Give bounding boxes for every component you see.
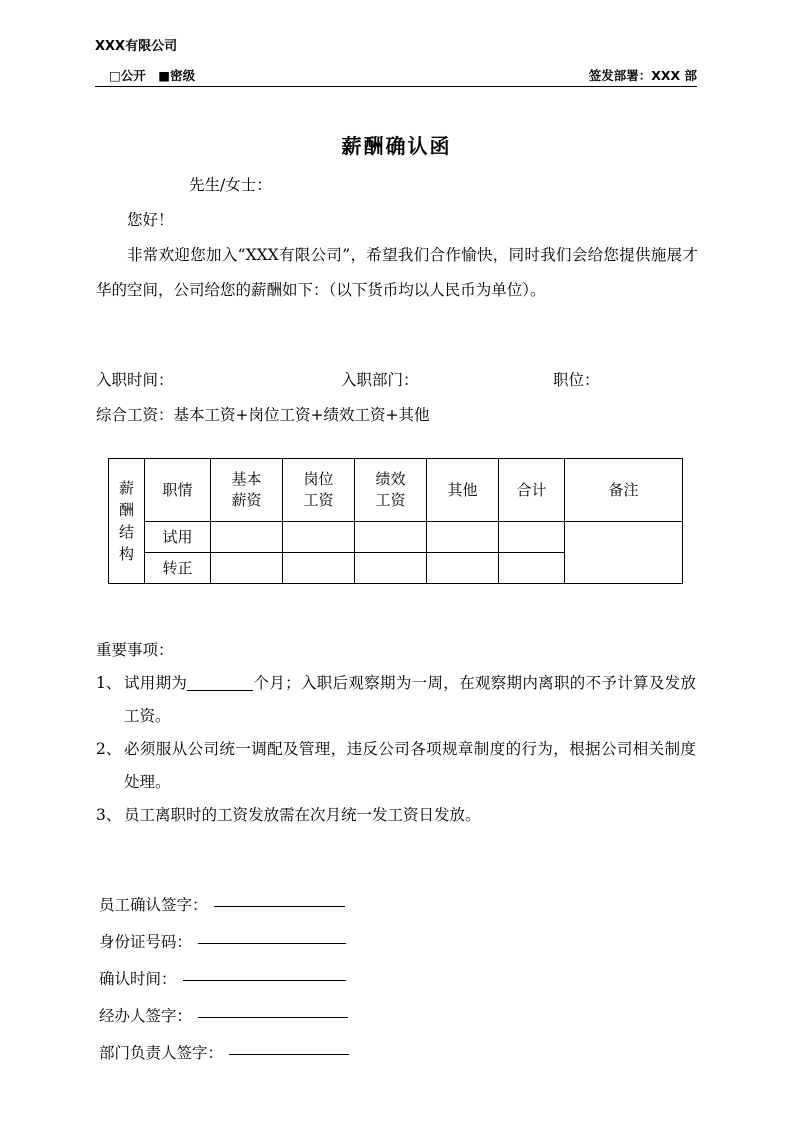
header-status: 职情 [145,459,211,522]
signature-employee-field[interactable] [214,906,345,907]
item-text-1 [124,667,696,733]
header-performance-salary-line2: 工资 [375,491,406,509]
signature-department-head [99,1041,599,1078]
item-number-1: 1、 [96,674,122,692]
important-items-block [96,634,696,832]
struct-char-1: 薪 [118,479,134,497]
classification-row [95,68,697,87]
department-label: 入职部门： [341,371,419,389]
header-performance-salary-line1: 绩效 [375,470,406,488]
header-post-salary-line2: 工资 [303,491,334,509]
header-base-salary-line1: 基本 [231,470,262,488]
issuing-department: 签发部署：XXX 部 [588,68,697,83]
header-total: 合计 [499,459,565,522]
cell-other-regular[interactable] [427,553,499,584]
job-info-row [96,365,698,396]
entry-date-label: 入职时间： [96,371,174,389]
struct-char-3: 结 [118,523,134,541]
cell-status-probation: 试用 [145,522,211,553]
header-post-salary [283,459,355,522]
signature-handler-field[interactable] [198,1017,348,1018]
item-1-text-after-blank: 个月；入职后观察期为一周，在观察期内离职的不予计算及发放工资。 [124,674,696,725]
probation-months-blank[interactable] [187,690,253,691]
table-header-row [109,459,683,522]
struct-char-4: 构 [118,545,134,563]
salary-formula: 综合工资：基本工资+岗位工资+绩效工资+其他 [96,406,430,424]
cell-performance-probation[interactable] [355,522,427,553]
item-number-3: 3、 [96,806,122,824]
greeting: 您好！ [127,211,174,229]
position-label: 职位： [553,371,600,389]
item-number-2: 2、 [96,740,122,758]
item-1-text-before-blank: 试用期为 [124,674,188,692]
table-row [109,522,683,553]
header-remark: 备注 [565,459,683,522]
company-name: XXX有限公司 [95,39,178,54]
item-text-2: 必须服从公司统一调配及管理，违反公司各项规章制度的行为，根据公司相关制度处理。 [124,740,696,791]
letter-body [96,168,698,308]
cell-post-regular[interactable] [283,553,355,584]
header-post-salary-line1: 岗位 [303,470,334,488]
list-item [96,667,696,733]
header-other: 其他 [427,459,499,522]
cell-post-probation[interactable] [283,522,355,553]
item-text-3: 员工离职时的工资发放需在次月统一发工资日发放。 [124,806,481,824]
list-item [96,799,696,832]
cell-total-regular[interactable] [499,553,565,584]
salary-structure-table [108,458,683,584]
cell-status-regular: 转正 [145,553,211,584]
signature-employee-label: 员工确认签字： [99,896,208,914]
classification-checkboxes[interactable]: □公开 ■密级 [109,68,196,83]
page-title: 薪酬确认函 [341,134,452,158]
document-header [95,38,697,87]
signature-id-number-label: 身份证号码： [99,933,193,951]
signature-id-number [99,930,599,967]
intro-paragraph: 非常欢迎您加入“XXX有限公司”，希望我们合作愉快，同时我们会给您提供施展才华的空间，公司给您的薪酬如下：（以下货币均以人民币为单位）。 [96,246,698,299]
cell-other-probation[interactable] [427,522,499,553]
cell-total-probation[interactable] [499,522,565,553]
cell-performance-regular[interactable] [355,553,427,584]
signature-handler [99,1004,599,1041]
cell-base-regular[interactable] [211,553,283,584]
header-base-salary-line2: 薪资 [231,491,262,509]
job-info-block [96,365,698,431]
signature-confirm-date-label: 确认时间： [99,970,177,988]
cell-remark[interactable] [565,522,683,584]
salutation: 先生/女士： [189,176,272,194]
signature-block [99,893,599,1078]
signature-handler-label: 经办人签字： [99,1007,193,1025]
header-base-salary [211,459,283,522]
important-items-title: 重要事项： [96,641,174,659]
signature-employee [99,893,599,930]
list-item [96,733,696,799]
signature-department-head-label: 部门负责人签字： [99,1044,224,1062]
header-performance-salary [355,459,427,522]
signature-confirm-date [99,967,599,1004]
cell-base-probation[interactable] [211,522,283,553]
row-header-salary-structure [109,459,145,584]
struct-char-2: 酬 [118,501,134,519]
signature-department-head-field[interactable] [229,1054,349,1055]
signature-id-number-field[interactable] [198,943,346,944]
signature-confirm-date-field[interactable] [183,980,346,981]
